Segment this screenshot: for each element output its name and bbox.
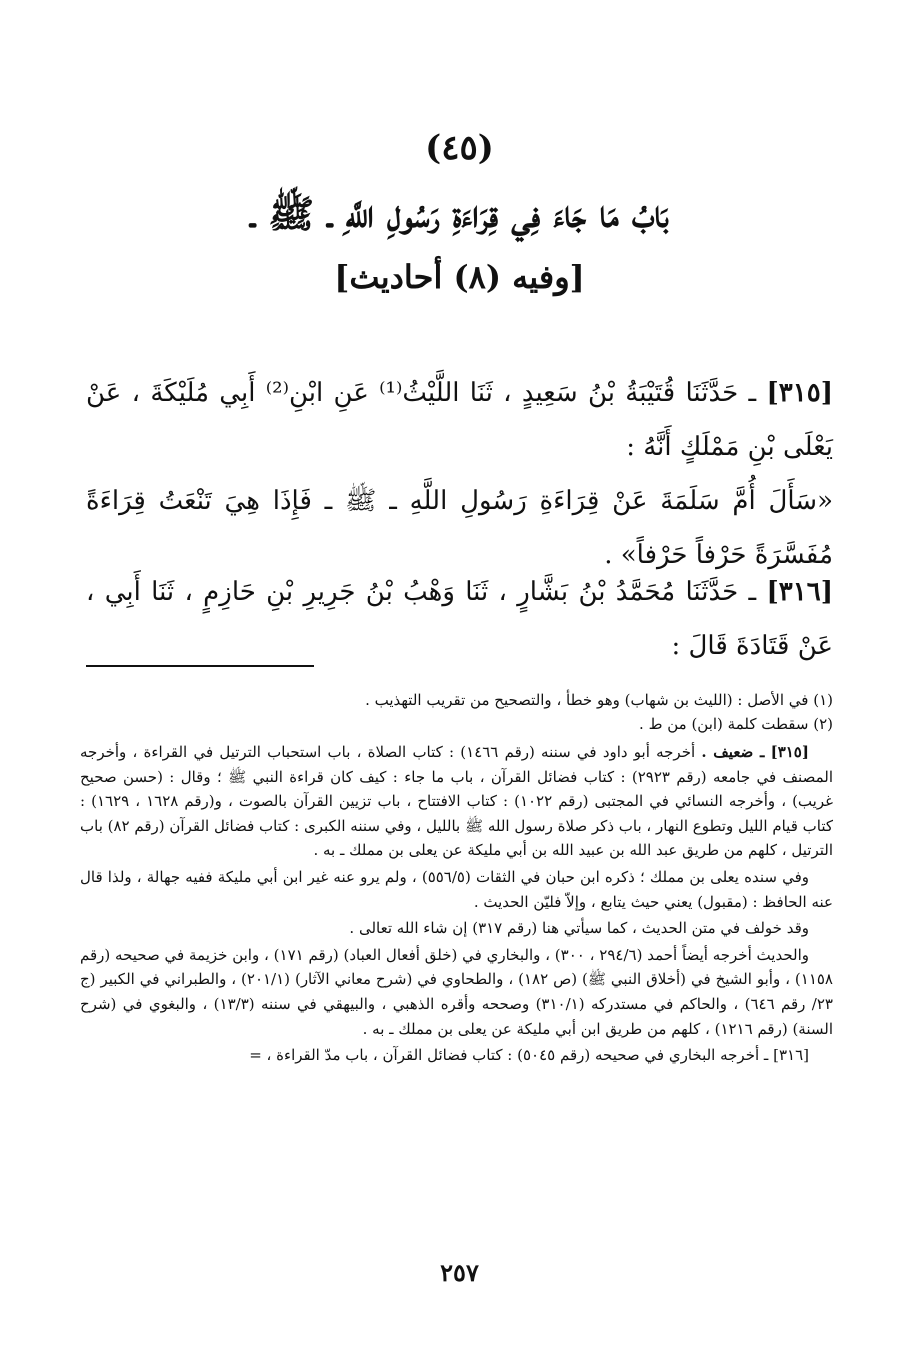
takhrij-grade: ـ ضعيف . xyxy=(701,743,765,761)
page-number: ٢٥٧ xyxy=(440,1258,479,1287)
chapter-subtitle: [وفيه (٨) أحاديث] xyxy=(334,258,585,296)
takhrij-number: [٣١٥] xyxy=(770,743,809,761)
hadith-chain xyxy=(86,366,833,474)
hadith-isnad: ـ حَدَّثَنَا مُحَمَّدُ بْنُ بَشَّارٍ ، ثَنَا وَهْبُ بْنُ جَرِيرِ بْنِ حَازِمٍ ، ثَنَا أَبِي ، عَنْ قَتَادَةَ قَالَ : xyxy=(86,577,833,661)
hadith-isnad: ـ حَدَّثَنَا قُتَيْبَةُ بْنُ سَعِيدٍ ، ثَنَا اللَّيْثُ⁽¹⁾ عَنِ ابْنِ⁽²⁾ أَبِي مُلَيْكَةَ ، عَنْ يَعْلَى بْنِ مَمْلَكٍ أَنَّهُ : xyxy=(86,378,833,462)
footnote: (١) في الأصل : (الليث بن شهاب) وهو خطأ ، والتصحيح من تقريب التهذيب . xyxy=(365,691,833,709)
takhrij-paragraph xyxy=(80,1043,833,1068)
hadith-chain xyxy=(86,565,833,673)
takhrij-number: [٣١٦] xyxy=(773,1046,809,1065)
chapter-title: بَابُ مَا جَاءَ فِي قِرَاءَةِ رَسُولِ اللَّهِ ـ ﷺ ـ xyxy=(250,191,669,236)
takhrij-text: أخرجه أبو داود في سننه (رقم ١٤٦٦) : كتاب الصلاة ، باب استحباب الترتيل في القراءة ، وأخرجه المصنف في جامعه (رقم ٢٩٢٣) : كتاب فضائل القرآن ، باب ما جاء : كيف كان قراءة النبي ﷺ ؛ وقال : (حسن صحيح غريب) ، وأخرجه النسائي في المجتبى (رقم ١٠٢٢) : كتاب الافتتاح ، باب تزيين القرآن بالصوت ، و(رقم ١٦٢٨ ، ١٦٢٩) : كتاب قيام الليل وتطوع النهار ، باب ذكر صلاة رسول الله ﷺ بالليل ، وفي سننه الكبرى : كتاب فضائل القرآن (رقم ٨٢) باب الترتيل ، كلهم من طريق عبد الله بن عبيد الله بن أبي مليكة عن يعلى بن مملك ـ به . xyxy=(80,743,833,860)
hadith-number: [٣١٥] xyxy=(766,378,833,408)
footnote-divider xyxy=(86,665,314,667)
takhrij-paragraph: والحديث أخرجه أيضاً أحمد (٢٩٤/٦ ، ٣٠٠) ، والبخاري في (خلق أفعال العباد) (رقم ١٧١) ، وابن خزيمة في صحيحه (رقم ١١٥٨) ، وأبو الشيخ في (أخلاق النبي ﷺ) (ص ١٨٢) ، والطحاوي في (شرح معاني الآثار) (٢٠١/١) ، والطبراني في الكبير (ج ٢٣/ رقم ٦٤٦) ، والحاكم في مستدركه (٣١٠/١) وصححه وأقره الذهبي ، والبيهقي في سننه (١٣/٣) ، والبغوي في (شرح السنة) (رقم ١٢١٦) ، كلهم من طريق ابن أبي مليكة عن يعلى بن مملك ـ به . xyxy=(80,945,833,1038)
chapter-number: (٤٥) xyxy=(425,128,494,168)
hadith-matn: «سَأَلَ أُمَّ سَلَمَةَ عَنْ قِرَاءَةِ رَسُولِ اللَّهِ ـ ﷺ ـ فَإِذَا هِيَ تَنْعَتُ قِرَاءَةً مُفَسَّرَةً حَرْفاً حَرْفاً» . xyxy=(86,486,833,570)
takhrij-text: ـ أخرجه البخاري في صحيحه (رقم ٥٠٤٥) : كتاب فضائل القرآن ، باب مدّ القراءة ، = xyxy=(249,1046,769,1065)
footnotes xyxy=(86,688,833,736)
takhrij-paragraph xyxy=(80,740,833,863)
footnote: (٢) سقطت كلمة (ابن) من ط . xyxy=(639,715,833,733)
takhrij-notes xyxy=(80,740,833,1070)
takhrij-paragraph: وقد خولف في متن الحديث ، كما سيأتي هنا (رقم ٣١٧) إن شاء الله تعالى . xyxy=(349,919,809,938)
takhrij-paragraph: وفي سنده يعلى بن مملك ؛ ذكره ابن حبان في الثقات (٥٥٦/٥) ، ولم يرو عنه غير ابن أبي مليكة ففيه جهالة ، ولذا قال عنه الحافظ : (مقبول) يعني حيث يتابع ، وإلاّ فليّن الحديث . xyxy=(80,867,833,911)
hadith-315 xyxy=(86,366,833,582)
hadith-number: [٣١٦] xyxy=(766,577,833,607)
hadith-316 xyxy=(86,565,833,673)
